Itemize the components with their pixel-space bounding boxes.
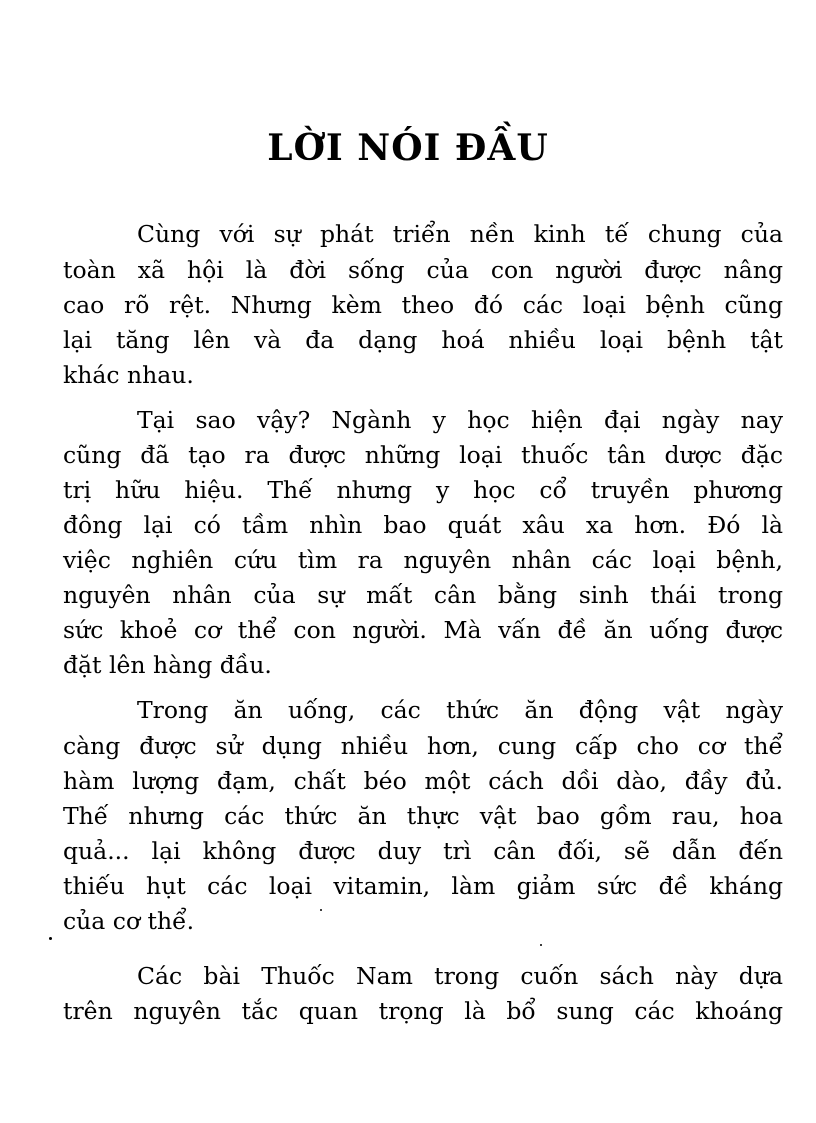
paragraph-1-line-1: Cùng với sự phát triển nền kinh tế chung của	[137, 220, 783, 248]
paragraph-3-line-5: quả... lại không được duy trì cân đối, sẽ dẫn đến	[63, 837, 783, 865]
paragraph-2-line-3: trị hữu hiệu. Thế nhưng y học cổ truyền phương	[63, 476, 783, 504]
paragraph-1-line-4: lại tăng lên và đa dạng hoá nhiều loại bệnh tật	[63, 326, 783, 354]
paragraph-4-line-1: Các bài Thuốc Nam trong cuốn sách này dựa	[137, 962, 783, 990]
scan-speck	[540, 944, 542, 946]
scan-speck	[49, 937, 52, 940]
paragraph-2-line-6: nguyên nhân của sự mất cân bằng sinh thái trong	[63, 581, 783, 609]
paragraph-3-line-2: càng được sử dụng nhiều hơn, cung cấp cho cơ thể	[63, 732, 783, 760]
paragraph-2-line-8: đặt lên hàng đầu.	[63, 651, 272, 679]
paragraph-3-line-6: thiếu hụt các loại vitamin, làm giảm sức đề kháng	[63, 872, 783, 900]
scan-speck	[320, 909, 322, 911]
paragraph-1-line-5: khác nhau.	[63, 361, 194, 389]
paragraph-3-line-3: hàm lượng đạm, chất béo một cách dồi dào, đầy đủ.	[63, 767, 783, 795]
paragraph-3-line-7: của cơ thể.	[63, 907, 195, 935]
paragraph-1-line-3: cao rõ rệt. Nhưng kèm theo đó các loại bệnh cũng	[63, 291, 783, 319]
paragraph-2-line-1: Tại sao vậy? Ngành y học hiện đại ngày nay	[137, 406, 783, 434]
paragraph-2-line-2: cũng đã tạo ra được những loại thuốc tân dược đặc	[63, 441, 783, 469]
paragraph-4-line-2: trên nguyên tắc quan trọng là bổ sung các khoáng	[63, 997, 783, 1025]
paragraph-2-line-4: đông lại có tầm nhìn bao quát xâu xa hơn. Đó là	[63, 511, 783, 539]
paragraph-2-line-7: sức khoẻ cơ thể con người. Mà vấn đề ăn uống được	[63, 616, 783, 644]
page-title: LỜI NÓI ĐẦU	[267, 127, 549, 169]
paragraph-3-line-4: Thế nhưng các thức ăn thực vật bao gồm rau, hoa	[63, 802, 783, 830]
paragraph-1-line-2: toàn xã hội là đời sống của con người được nâng	[63, 256, 783, 284]
paragraph-2-line-5: việc nghiên cứu tìm ra nguyên nhân các loại bệnh,	[63, 546, 783, 574]
paragraph-3-line-1: Trong ăn uống, các thức ăn động vật ngày	[137, 696, 783, 724]
